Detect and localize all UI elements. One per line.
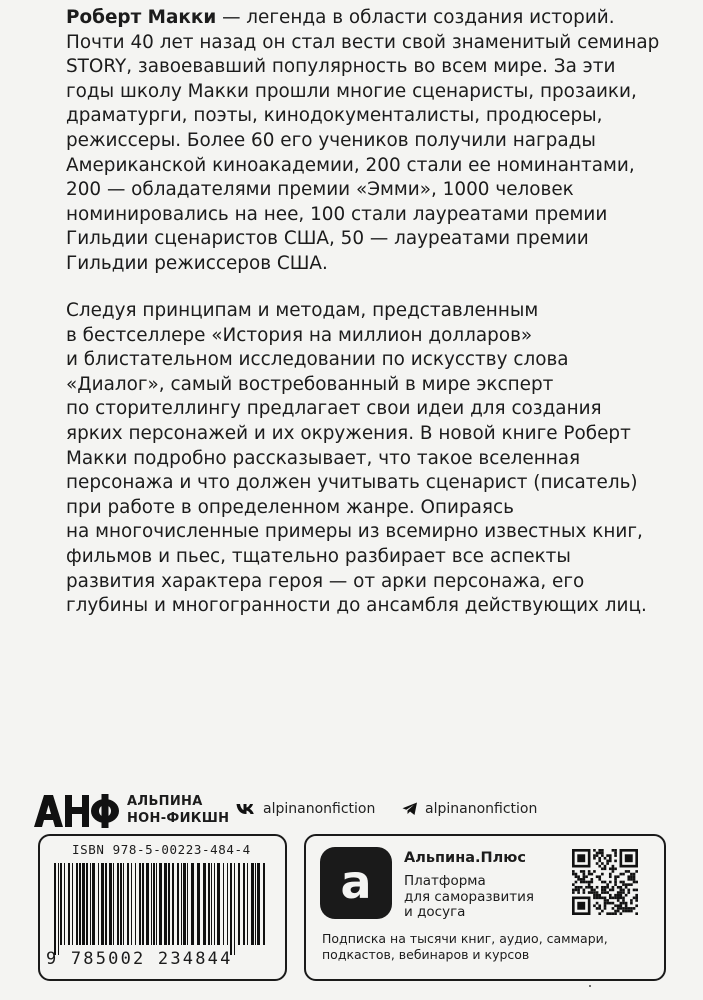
telegram-icon: [402, 802, 418, 816]
summary-line: при работе в определенном жанре. Опираясь: [66, 496, 514, 518]
alpina-plus-description: Платформа для саморазвития и досуга: [404, 873, 535, 920]
barcode-digits: 9 785002 234844: [46, 949, 233, 969]
summary-line: на многочисленные примеры из всемирно известных книг,: [66, 521, 643, 543]
vk-link[interactable]: [236, 801, 375, 817]
bio-line: Гильдии режиссеров США.: [66, 252, 328, 274]
alpina-plus-subscription-text: Подписка на тысячи книг, аудио, саммари, подкастов, вебинаров и курсов: [322, 931, 608, 962]
vk-icon: [236, 803, 256, 815]
summary-line: по сторителлингу предлагает свои идеи для создания: [66, 398, 602, 420]
vk-handle: alpinanonfiction: [263, 801, 376, 817]
summary-line: персонажа и что должен учитывать сценарист (писатель): [66, 472, 638, 494]
bio-line-1: Роберт Макки — легенда в области создания историй.: [66, 7, 615, 28]
summary-line: Макки подробно рассказывает, что такое вселенная: [66, 447, 581, 469]
svg-text:a: a: [340, 855, 372, 909]
alpina-plus-ad[interactable]: [304, 834, 666, 981]
publisher-logo: [34, 794, 120, 828]
bio-line: годы школу Макки прошли многие сценаристы, прозаики,: [66, 80, 637, 102]
bio-line: 200 — обладателями премии «Эмми», 1000 человек: [66, 179, 574, 201]
bio-line: номинировались на нее, 100 стали лауреатами премии: [66, 203, 608, 225]
author-bio-paragraph: [66, 6, 666, 277]
bio-line: режиссеры. Более 60 его учеников получили награды: [66, 129, 596, 151]
summary-line: развития характера героя — от арки персонажа, его: [66, 570, 585, 592]
publisher-name: АЛЬПИНА НОН-ФИКШН: [127, 794, 230, 826]
qr-code-icon[interactable]: [572, 849, 638, 915]
bio-line: Гильдии сценаристов США, 50 — лауреатами премии: [66, 228, 589, 250]
summary-line: глубины и многогранности до ансамбля действующих лиц.: [66, 595, 647, 617]
summary-line: фильмов и пьес, тщательно разбирает все аспекты: [66, 545, 571, 567]
isbn-label: ISBN 978-5-00223-484-4: [72, 842, 251, 857]
telegram-handle: alpinanonfiction: [425, 801, 538, 817]
bio-line: STORY, завоевавший популярность во всем мире. За эти: [66, 56, 616, 78]
book-summary-paragraph: [66, 299, 666, 619]
bio-line: Американской киноакадемии, 200 стали ее номинантами,: [66, 154, 635, 176]
summary-line: «Диалог», самый востребованный в мире эксперт: [66, 373, 554, 395]
summary-line: и блистательном исследовании по искусству слова: [66, 349, 569, 371]
author-name: Роберт Макки: [66, 7, 217, 28]
app-letter-icon: [320, 847, 392, 919]
bio-line: Почти 40 лет назад он стал вести свой знаменитый семинар: [66, 31, 660, 53]
alpina-plus-app-icon: [320, 847, 392, 919]
print-dot: [589, 985, 591, 987]
summary-line: ярких персонажей и их окружения. В новой книге Роберт: [66, 422, 631, 444]
anf-logo-icon: [34, 794, 120, 828]
bio-line: драматурги, поэты, кинодокументалисты, продюсеры,: [66, 105, 603, 127]
barcode-icon: [54, 863, 272, 955]
summary-line: в бестселлере «История на миллион долларов»: [66, 324, 533, 346]
telegram-link[interactable]: [402, 801, 537, 817]
summary-line: Следуя принципам и методам, представленным: [66, 300, 539, 321]
barcode-panel: [38, 834, 287, 981]
alpina-plus-title: Альпина.Плюс: [404, 850, 526, 866]
